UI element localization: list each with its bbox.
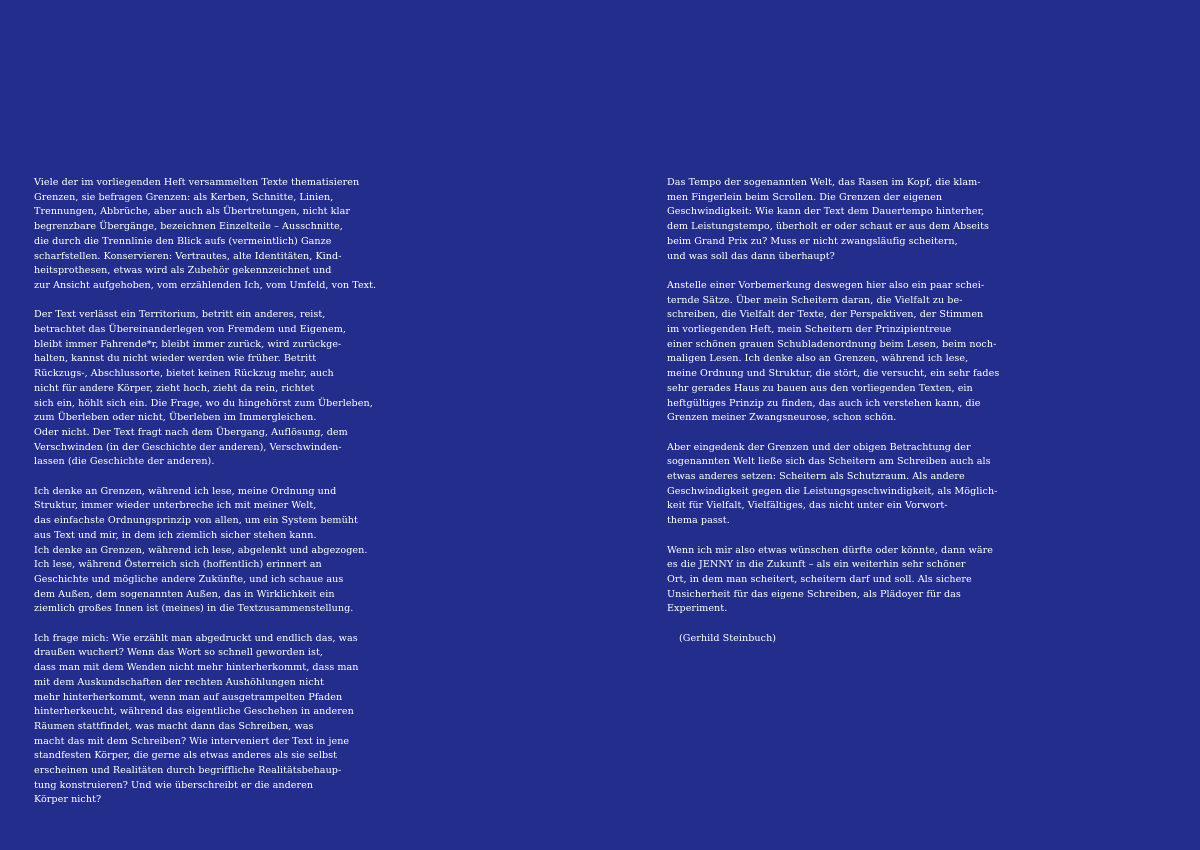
text-line: Grenzen, sie befragen Grenzen: als Kerben, Schnitte, Linien,: [34, 191, 334, 203]
right-paragraph-2: [667, 279, 1047, 426]
text-line: Der Text verlässt ein Territorium, betritt ein anderes, reist,: [34, 309, 326, 321]
text-line: Oder nicht. Der Text fragt nach dem Übergang, Auflösung, dem: [34, 426, 348, 438]
left-paragraph-4: [34, 632, 414, 808]
right-paragraph-3: [667, 441, 1047, 529]
text-line: Grenzen meiner Zwangsneurose, schon schön.: [667, 412, 897, 424]
text-line: Rückzugs-, Abschlussorte, bietet keinen Rückzug mehr, auch: [34, 368, 334, 380]
text-line: Geschichte und mögliche andere Zukünfte, und ich schaue aus: [34, 573, 344, 585]
text-line: das einfachste Ordnungsprinzip von allen, um ein System bemüht: [34, 515, 358, 527]
text-line: dass man mit dem Wenden nicht mehr hinterherkommt, dass man: [34, 662, 359, 674]
text-line: einer schönen grauen Schubladenordnung beim Lesen, beim noch-: [667, 338, 997, 350]
text-line: Anstelle einer Vorbemerkung deswegen hier also ein paar schei-: [667, 279, 985, 291]
text-line: Verschwinden (in der Geschichte der anderen), Verschwinden-: [34, 441, 342, 453]
text-line: standfesten Körper, die gerne als etwas anderes als sie selbst: [34, 750, 338, 762]
left-page-text: [34, 176, 414, 823]
text-line: Geschwindigkeit gegen die Leistungsgeschwindigkeit, als Möglich-: [667, 485, 998, 497]
text-line: dem Außen, dem sogenannten Außen, das in Wirklichkeit ein: [34, 588, 335, 600]
text-line: beim Grand Prix zu? Muss er nicht zwangsläufig scheitern,: [667, 235, 958, 247]
text-line: Experiment.: [667, 603, 728, 615]
text-line: macht das mit dem Schreiben? Wie interveniert der Text in jene: [34, 735, 350, 747]
text-line: mehr hinterherkommt, wenn man auf ausgetrampelten Pfaden: [34, 691, 343, 703]
text-line: sich ein, höhlt sich ein. Die Frage, wo du hingehörst zum Überleben,: [34, 397, 373, 409]
text-line: lassen (die Geschichte der anderen).: [34, 456, 215, 468]
right-paragraph-1: [667, 176, 1047, 264]
text-line: dem Leistungstempo, überholt er oder schaut er aus dem Abseits: [667, 221, 990, 233]
text-line: keit für Vielfalt, Vielfältiges, das nicht unter ein Vorwort-: [667, 500, 948, 512]
text-line: maligen Lesen. Ich denke also an Grenzen, während ich lese,: [667, 353, 969, 365]
text-line: nicht für andere Körper, zieht hoch, zieht da rein, richtet: [34, 382, 315, 394]
text-line: Geschwindigkeit: Wie kann der Text dem Dauertempo hinterher,: [667, 206, 985, 218]
text-line: zur Ansicht aufgehoben, vom erzählenden Ich, vom Umfeld, von Text.: [34, 279, 377, 291]
text-line: Struktur, immer wieder unterbreche ich mit meiner Welt,: [34, 500, 317, 512]
text-line: schreiben, die Vielfalt der Texte, der Perspektiven, der Stimmen: [667, 309, 984, 321]
right-page-text: [667, 176, 1047, 646]
text-line: heitsprothesen, etwas wird als Zubehör gekennzeichnet und: [34, 265, 332, 277]
text-line: bleibt immer Fahrende*r, bleibt immer zurück, wird zurückge-: [34, 338, 342, 350]
text-line: etwas anderes setzen: Scheitern als Schutzraum. Als andere: [667, 471, 965, 483]
text-line: sogenannten Welt ließe sich das Scheitern am Schreiben auch als: [667, 456, 991, 468]
text-line: im vorliegenden Heft, mein Scheitern der Prinzipientreue: [667, 324, 952, 336]
text-line: es die JENNY in die Zukunft – als ein weiterhin sehr schöner: [667, 559, 966, 571]
text-line: hinterherkeucht, während das eigentliche Geschehen in anderen: [34, 706, 354, 718]
text-line: begrenzbare Übergänge, bezeichnen Einzelteile – Ausschnitte,: [34, 221, 343, 233]
text-line: heftgültiges Prinzip zu finden, das auch ich verstehen kann, die: [667, 397, 981, 409]
text-line: ziemlich großes Innen ist (meines) in die Textzusammenstellung.: [34, 603, 354, 615]
text-line: die durch die Trennlinie den Blick aufs (vermeintlich) Ganze: [34, 235, 332, 247]
text-line: Das Tempo der sogenannten Welt, das Rasen im Kopf, die klam-: [667, 177, 981, 188]
text-line: aus Text und mir, in dem ich ziemlich sicher stehen kann.: [34, 529, 317, 541]
text-line: mit dem Auskundschaften der rechten Aushöhlungen nicht: [34, 676, 324, 688]
author-signature: (Gerhild Steinbuch): [679, 632, 777, 644]
text-line: Körper nicht?: [34, 794, 102, 806]
left-paragraph-3: [34, 485, 414, 617]
text-line: men Fingerlein beim Scrollen. Die Grenzen der eigenen: [667, 191, 943, 203]
text-line: Ich frage mich: Wie erzählt man abgedruckt und endlich das, was: [34, 632, 358, 644]
text-line: tung konstruieren? Und wie überschreibt er die anderen: [34, 779, 314, 791]
text-line: Ich lese, während Österreich sich (hoffentlich) erinnert an: [34, 559, 322, 571]
text-line: Unsicherheit für das eigene Schreiben, als Plädoyer für das: [667, 588, 961, 600]
text-line: meine Ordnung und Struktur, die stört, die versucht, ein sehr fades: [667, 368, 1000, 380]
text-line: Ich denke an Grenzen, während ich lese, abgelenkt und abgezogen.: [34, 544, 368, 556]
text-line: Ich denke an Grenzen, während ich lese, meine Ordnung und: [34, 485, 337, 497]
text-line: und was soll das dann überhaupt?: [667, 250, 835, 262]
left-paragraph-2: [34, 308, 414, 470]
right-paragraph-4: [667, 544, 1047, 618]
text-line: ternde Sätze. Über mein Scheitern daran, die Vielfalt zu be-: [667, 294, 963, 306]
text-line: sehr gerades Haus zu bauen aus den vorliegenden Texten, ein: [667, 382, 973, 394]
text-line: zum Überleben oder nicht, Überleben im Immergleichen.: [34, 412, 317, 424]
text-line: Aber eingedenk der Grenzen und der obigen Betrachtung der: [667, 441, 971, 453]
left-paragraph-1: [34, 176, 414, 294]
text-line: scharfstellen. Konservieren: Vertrautes, alte Identitäten, Kind-: [34, 250, 342, 262]
text-line: Trennungen, Abbrüche, aber auch als Übertretungen, nicht klar: [34, 206, 351, 218]
text-line: thema passt.: [667, 515, 730, 527]
text-line: halten, kannst du nicht wieder werden wie früher. Betritt: [34, 353, 317, 365]
text-line: Ort, in dem man scheitert, scheitern darf und soll. Als sichere: [667, 573, 972, 585]
text-line: Wenn ich mir also etwas wünschen dürfte oder könnte, dann wäre: [667, 544, 993, 556]
text-line: Viele der im vorliegenden Heft versammelten Texte thematisieren: [34, 177, 360, 188]
text-line: Räumen stattfindet, was macht dann das Schreiben, was: [34, 720, 314, 732]
text-line: erscheinen und Realitäten durch begriffliche Realitätsbehaup-: [34, 765, 342, 777]
text-line: draußen wuchert? Wenn das Wort so schnell geworden ist,: [34, 647, 324, 659]
text-line: betrachtet das Übereinanderlegen von Fremdem und Eigenem,: [34, 324, 347, 336]
